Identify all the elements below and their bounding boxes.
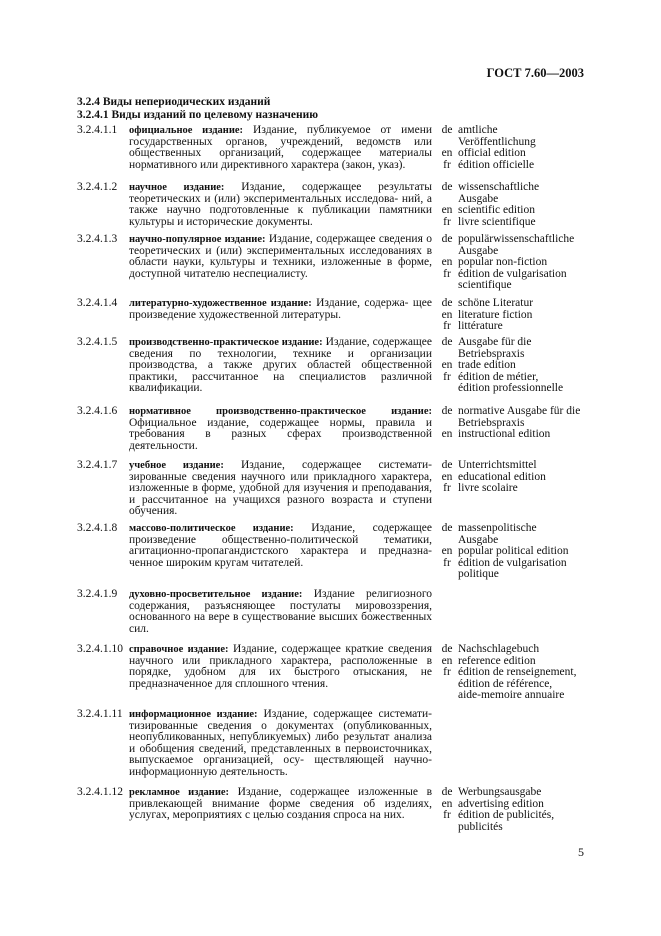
- language-code: de: [441, 522, 453, 534]
- entry-definition: литературно-художественное издание: Издание, содержа- щее произведение художественной литературы.: [129, 297, 432, 321]
- language-code: en: [441, 654, 453, 667]
- entry-number: 3.2.4.1.6: [77, 405, 118, 417]
- entry-definition: рекламное издание: Издание, содержащее изложенные в привлекающей внимание форме сведения об изделиях, услугах, мероприятиях с целью создания спроса на них.: [129, 786, 433, 822]
- entry-number: 3.2.4.1.11: [77, 708, 123, 720]
- language-code: en: [441, 545, 453, 558]
- language-code: en: [441, 428, 453, 441]
- language-code: de: [441, 405, 453, 417]
- entry-translations: [436, 337, 591, 395]
- entry-term: духовно-просветительное издание:: [129, 589, 303, 600]
- entry-term: информационное издание:: [129, 709, 258, 720]
- translation-text: amtliche: [458, 124, 498, 136]
- page-number: 5: [578, 845, 584, 859]
- translation-row: [436, 822, 591, 834]
- language-code: fr: [443, 666, 451, 679]
- language-code: fr: [443, 158, 451, 171]
- language-code: [436, 822, 458, 834]
- language-code: [436, 679, 458, 691]
- entry-number: 3.2.4.1.5: [77, 336, 118, 348]
- entry-number: 3.2.4.1.4: [77, 297, 118, 309]
- entry-term: научно-популярное издание:: [129, 234, 266, 245]
- entry-term: справочное издание:: [129, 644, 229, 655]
- translation-row: [436, 460, 591, 472]
- translation-text: normative Ausgabe für die: [458, 405, 581, 417]
- translation-text: Veröffentlichung: [458, 135, 536, 148]
- translation-text: Unterrichtsmittel: [458, 459, 537, 471]
- language-code: [436, 569, 458, 581]
- entry-translations: [436, 182, 591, 228]
- entry-number: 3.2.4.1.9: [77, 588, 118, 600]
- entry-number: 3.2.4.1.3: [77, 233, 118, 245]
- translation-text: Betriebspraxis: [458, 416, 525, 429]
- language-code: de: [441, 336, 453, 348]
- language-code: [436, 383, 458, 395]
- section-title: 3.2.4 Виды непериодических изданий: [77, 96, 271, 108]
- translation-text: literature fiction: [458, 308, 533, 321]
- language-code: fr: [443, 267, 451, 280]
- translation-text: édition de vulgarisation: [458, 556, 567, 569]
- entry-translations: [436, 523, 591, 581]
- translation-text: édition professionnelle: [458, 382, 564, 395]
- language-code: de: [441, 643, 453, 655]
- translation-text: Ausgabe: [458, 244, 499, 257]
- entry-definition: официальное издание: Издание, публикуемое от имени государственных органов, учреждений, ведомств или общественных организаций, содержащее материалы нормативного или директивного характера (закон, указ).: [129, 124, 432, 171]
- entry-term: научное издание:: [129, 182, 225, 193]
- translation-text: édition officielle: [458, 158, 535, 171]
- translation-text: Ausgabe: [458, 192, 499, 205]
- language-code: en: [441, 797, 453, 810]
- translation-row: [436, 298, 591, 310]
- language-code: de: [441, 297, 453, 309]
- entry-definition: научное издание: Издание, содержащее результаты теоретических и (или) экспериментальных исследова- ний, а также научно подготовленные к публикации памятники культуры и исторические документы.: [129, 181, 432, 228]
- language-code: en: [441, 204, 453, 217]
- entry-translations: [436, 644, 591, 702]
- language-code: en: [441, 147, 453, 160]
- translation-text: Ausgabe für die: [458, 336, 532, 348]
- language-code: fr: [443, 320, 451, 333]
- subsection-title: 3.2.4.1 Виды изданий по целевому назначению: [77, 109, 319, 121]
- language-code: fr: [443, 809, 451, 822]
- translation-row: [436, 280, 591, 292]
- translation-text: politique: [458, 568, 499, 581]
- entry-definition: научно-популярное издание: Издание, содержащее сведения о теоретических и (или) экспериментальных исследованиях в области науки, культуры и техники, изложенные в форме, доступной читателю неспециалисту.: [129, 233, 432, 280]
- entry-term: производственно-практическое издание:: [129, 337, 323, 348]
- translation-row: [436, 483, 591, 495]
- translation-text: schöne Literatur: [458, 297, 534, 309]
- language-code: fr: [443, 215, 451, 228]
- translation-row: [436, 569, 591, 581]
- translation-text: Werbungsausgabe: [458, 786, 542, 798]
- language-code: de: [441, 181, 453, 193]
- translation-text: advertising edition: [458, 797, 544, 810]
- translation-row: [436, 160, 591, 172]
- language-code: de: [441, 459, 453, 471]
- translation-text: aide-memoire annuaire: [458, 689, 565, 702]
- entry-term: официальное издание:: [129, 125, 244, 136]
- language-code: fr: [443, 482, 451, 495]
- entry-term: нормативное производственно-практическое издание:: [129, 406, 432, 417]
- translation-text: édition de référence,: [458, 677, 553, 690]
- translation-text: wissenschaftliche: [458, 181, 540, 193]
- translation-text: educational edition: [458, 470, 546, 483]
- translation-text: publicités: [458, 820, 503, 833]
- language-code: [436, 690, 458, 702]
- translation-text: édition de renseignement,: [458, 666, 577, 679]
- translation-row: [436, 690, 591, 702]
- translation-text: massenpolitische: [458, 522, 537, 534]
- entry-term: литературно-художественное издание:: [129, 298, 312, 309]
- translation-text: littérature: [458, 320, 503, 333]
- entry-definition: нормативное производственно-практическое издание: Официальное издание, содержащее нормы, правила и требования в разных сферах производственной деятельности.: [129, 406, 432, 452]
- entry-definition: духовно-просветительное издание: Издание религиозного содержания, разъясняющее постулаты мировоззрения, основанного на вере в существование высших божественных сил.: [129, 588, 432, 635]
- language-code: de: [441, 124, 453, 136]
- translation-text: Betriebspraxis: [458, 347, 525, 360]
- entry-translations: [436, 125, 591, 171]
- language-code: en: [441, 256, 453, 269]
- translation-text: instructional edition: [458, 428, 551, 441]
- entry-translations: [436, 787, 591, 833]
- translation-text: édition de vulgarisation: [458, 267, 567, 280]
- entry-number: 3.2.4.1.12: [77, 786, 123, 798]
- translation-row: [436, 523, 591, 535]
- translation-text: official edition: [458, 147, 526, 160]
- entry-term: учебное издание:: [129, 460, 224, 471]
- language-code: de: [441, 233, 453, 245]
- translation-text: populärwissenschaftliche: [458, 233, 575, 245]
- language-code: fr: [443, 370, 451, 383]
- translation-row: [436, 217, 591, 229]
- translation-text: édition de publicités,: [458, 809, 555, 822]
- translation-text: Nachschlagebuch: [458, 643, 540, 655]
- translation-row: [436, 125, 591, 137]
- translation-text: reference edition: [458, 654, 536, 667]
- translation-text: édition de métier,: [458, 370, 539, 383]
- entry-term: массово-политическое издание:: [129, 523, 294, 534]
- entry-number: 3.2.4.1.7: [77, 459, 118, 471]
- entry-number: 3.2.4.1.2: [77, 181, 118, 193]
- entry-number: 3.2.4.1.1: [77, 124, 118, 136]
- translation-row: [436, 321, 591, 333]
- translation-row: [436, 406, 591, 418]
- translation-text: livre scolaire: [458, 482, 518, 495]
- entry-definition: информационное издание: Издание, содержащее системати- тизированные сведения о документах (опубликованных, неопубликованных, непубликуемых) либо результат анализа и обобщения сведений, представленных в первоисточниках, выпускаемое организацией, осу- ществляющей научно-информационную деятельность.: [129, 708, 432, 778]
- translation-row: [436, 787, 591, 799]
- entry-definition: справочное издание: Издание, содержащее краткие сведения научного или прикладного характера, расположенные в порядке, удобном для их быстрого отыскания, не предназначенное для сплошного чтения.: [129, 643, 432, 690]
- translation-text: popular non-fiction: [458, 256, 548, 269]
- language-code: fr: [443, 556, 451, 569]
- entry-translations: [436, 460, 591, 495]
- entry-number: 3.2.4.1.10: [77, 643, 123, 655]
- language-code: [436, 280, 458, 292]
- translation-row: [436, 182, 591, 194]
- language-code: de: [441, 786, 453, 798]
- language-code: en: [441, 308, 453, 321]
- translation-text: livre scientifique: [458, 215, 536, 228]
- translation-row: [436, 234, 591, 246]
- translation-text: popular political edition: [458, 545, 569, 558]
- language-code: en: [441, 359, 453, 372]
- entry-translations: [436, 298, 591, 333]
- translation-text: trade edition: [458, 359, 516, 372]
- entry-translations: [436, 234, 591, 292]
- translation-row: [436, 644, 591, 656]
- entry-definition: производственно-практическое издание: Издание, содержащее сведения по технологии, технике и организации производства, а также других областей общественной практики, рассчитанное на специалистов различной квалификации.: [129, 336, 432, 395]
- entry-translations: [436, 406, 591, 441]
- entry-definition: учебное издание: Издание, содержащее системати- зированные сведения научного или прикладного характера, изложенные в форме, удобной для изучения и преподавания, и рассчитанное на учащихся разного возраста и ступени обучения.: [129, 459, 432, 518]
- document-header: ГОСТ 7.60—2003: [486, 66, 584, 80]
- translation-row: [436, 337, 591, 349]
- entry-number: 3.2.4.1.8: [77, 522, 118, 534]
- entry-definition: массово-политическое издание: Издание, содержащее произведение общественно-политической тематики, агитационно-пропагандистского характера и предназна- ченное широким кругам читателей.: [129, 522, 432, 569]
- translation-text: scientific edition: [458, 204, 535, 217]
- translation-text: scientifique: [458, 279, 512, 292]
- translation-row: [436, 383, 591, 395]
- translation-text: Ausgabe: [458, 533, 499, 546]
- translation-row: [436, 429, 591, 441]
- entry-term: рекламное издание:: [129, 787, 230, 798]
- language-code: en: [441, 470, 453, 483]
